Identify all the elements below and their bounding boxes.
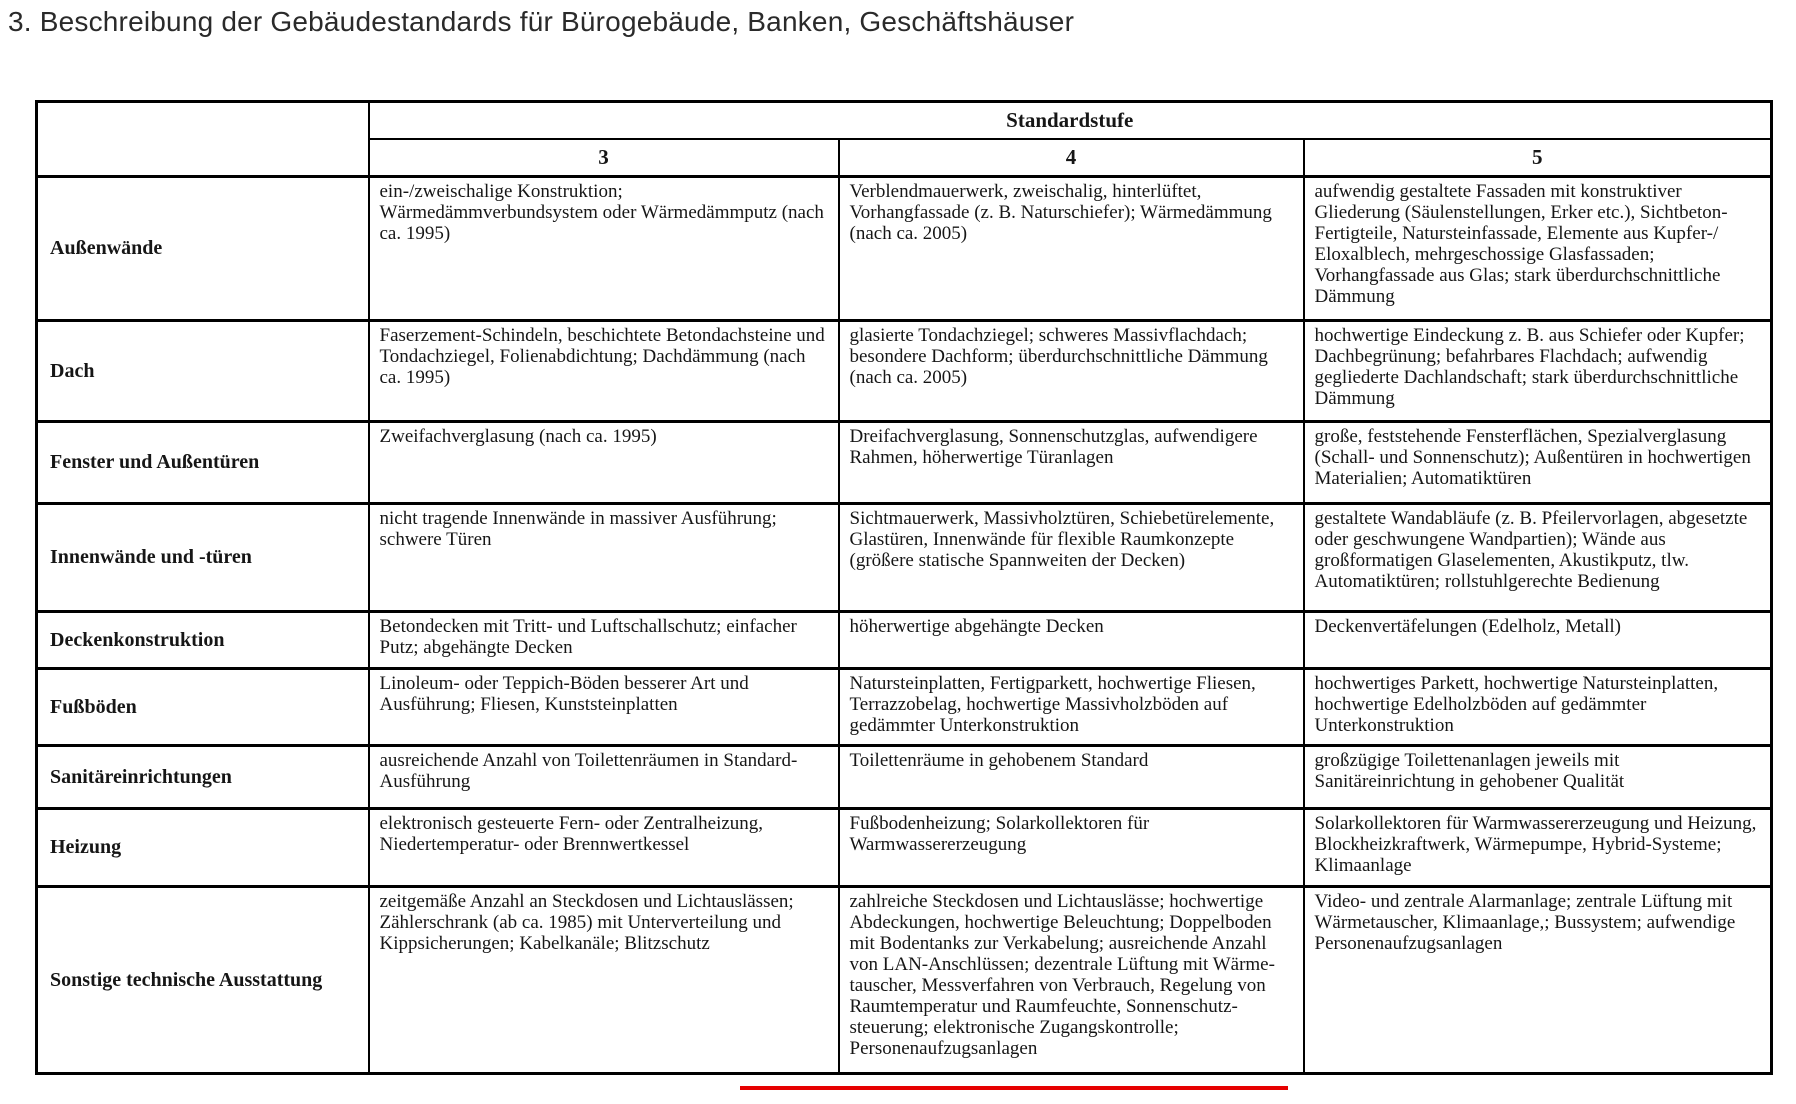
building-standards-table (35, 100, 1773, 1075)
row-label: Dach (37, 321, 369, 422)
cell-row9-stufe4: zahlreiche Steckdosen und Lichtauslässe; hochwertige Abdeckungen, hochwertige Beleuchtung; Doppelboden mit Bodentanks zur Verkabelung; ausreichende Anzahl von LAN-Anschlüssen; dezentrale Lüftung mit Wärme-tauscher, Messverfahren von Verbrauch, Regelung von Raumtemperatur und Raumfeuchte, Sonnenschutz-steuerung; elektronische Zugangskontrolle; Personenaufzugsanlagen (839, 887, 1304, 1074)
table-row (37, 669, 1772, 746)
cell-row1-stufe4: Verblendmauerwerk, zweischalig, hinterlüftet, Vorhangfassade (z. B. Naturschiefer); Wärmedämmung (nach ca. 2005) (839, 177, 1304, 321)
row-label: Innenwände und -türen (37, 504, 369, 612)
cell-row2-stufe4: glasierte Tondachziegel; schweres Massivflachdach; besondere Dachform; überdurchschnittliche Dämmung (nach ca. 2005) (839, 321, 1304, 422)
row-label: Deckenkonstruktion (37, 612, 369, 669)
table-row (37, 177, 1772, 321)
row-label: Fenster und Außentüren (37, 422, 369, 504)
cell-row8-stufe4: Fußbodenheizung; Solarkollektoren für Warmwassererzeugung (839, 809, 1304, 887)
table-row (37, 321, 1772, 422)
cell-row7-stufe4: Toilettenräume in gehobenem Standard (839, 746, 1304, 809)
cell-row1-stufe5: aufwendig gestaltete Fassaden mit konstruktiver Gliederung (Säulenstellungen, Erker etc.), Sichtbeton-Fertigteile, Natursteinfassade, Elemente aus Kupfer-/ Eloxalblech, mehrgeschossige Glasfassaden; Vorhangfassade aus Glas; stark überdurchschnittliche Dämmung (1304, 177, 1772, 321)
page-title: 3. Beschreibung der Gebäudestandards für Bürogebäude, Banken, Geschäftshäuser (8, 6, 1075, 37)
corner-cell (37, 102, 369, 177)
cell-row7-stufe3: ausreichende Anzahl von Toilettenräumen in Standard-Ausführung (369, 746, 839, 809)
red-underline-annotation (740, 1086, 1288, 1090)
cell-row7-stufe5: großzügige Toilettenanlagen jeweils mit Sanitäreinrichtung in gehobener Qualität (1304, 746, 1772, 809)
table-row (37, 887, 1772, 1074)
table-row (37, 809, 1772, 887)
cell-row5-stufe3: Betondecken mit Tritt- und Luftschallschutz; einfacher Putz; abgehängte Decken (369, 612, 839, 669)
table-row (37, 504, 1772, 612)
cell-row5-stufe5: Deckenvertäfelungen (Edelholz, Metall) (1304, 612, 1772, 669)
column-header-stufe-5: 5 (1304, 139, 1772, 177)
row-label: Sonstige technische Ausstattung (37, 887, 369, 1074)
row-label: Fußböden (37, 669, 369, 746)
cell-row9-stufe5: Video- und zentrale Alarmanlage; zentrale Lüftung mit Wärmetauscher, Klimaanlage,; Bussystem; aufwendige Personenaufzugsanlagen (1304, 887, 1772, 1074)
cell-row8-stufe3: elektronisch gesteuerte Fern- oder Zentralheizung, Niedertemperatur- oder Brennwertkessel (369, 809, 839, 887)
cell-row6-stufe4: Natursteinplatten, Fertigparkett, hochwertige Fliesen, Terrazzobelag, hochwertige Massivholzböden auf gedämmter Unterkonstruktion (839, 669, 1304, 746)
table-row (37, 746, 1772, 809)
column-header-stufe-3: 3 (369, 139, 839, 177)
cell-row5-stufe4: höherwertige abgehängte Decken (839, 612, 1304, 669)
cell-row4-stufe4: Sichtmauerwerk, Massivholztüren, Schiebetürelemente, Glastüren, Innenwände für flexible Raumkonzepte (größere statische Spannweiten der Decken) (839, 504, 1304, 612)
cell-row9-stufe3: zeitgemäße Anzahl an Steckdosen und Lichtauslässen; Zählerschrank (ab ca. 1985) mit Unterverteilung und Kippsicherungen; Kabelkanäle; Blitzschutz (369, 887, 839, 1074)
row-label: Sanitäreinrichtungen (37, 746, 369, 809)
row-label: Heizung (37, 809, 369, 887)
cell-row1-stufe3: ein-/zweischalige Konstruktion; Wärmedämmverbundsystem oder Wärmedämmputz (nach ca. 1995) (369, 177, 839, 321)
cell-row2-stufe5: hochwertige Eindeckung z. B. aus Schiefer oder Kupfer; Dachbegrünung; befahrbares Flachdach; aufwendig gegliederte Dachlandschaft; stark überdurchschnittliche Dämmung (1304, 321, 1772, 422)
cell-row2-stufe3: Faserzement-Schindeln, beschichtete Betondachsteine und Tondachziegel, Folienabdichtung; Dachdämmung (nach ca. 1995) (369, 321, 839, 422)
cell-row4-stufe3: nicht tragende Innenwände in massiver Ausführung; schwere Türen (369, 504, 839, 612)
cell-row8-stufe5: Solarkollektoren für Warmwassererzeugung und Heizung, Blockheizkraftwerk, Wärmepumpe, Hybrid-Systeme; Klimaanlage (1304, 809, 1772, 887)
cell-row3-stufe5: große, feststehende Fensterflächen, Spezialverglasung (Schall- und Sonnenschutz); Außentüren in hochwertigen Materialien; Automatiktüren (1304, 422, 1772, 504)
header-standardstufe: Standardstufe (369, 102, 1772, 139)
cell-row3-stufe4: Dreifachverglasung, Sonnenschutzglas, aufwendigere Rahmen, höherwertige Türanlagen (839, 422, 1304, 504)
cell-row6-stufe5: hochwertiges Parkett, hochwertige Natursteinplatten, hochwertige Edelholzböden auf gedämmter Unterkonstruktion (1304, 669, 1772, 746)
cell-row6-stufe3: Linoleum- oder Teppich-Böden besserer Art und Ausführung; Fliesen, Kunststeinplatten (369, 669, 839, 746)
table-row (37, 422, 1772, 504)
column-header-stufe-4: 4 (839, 139, 1304, 177)
table-row (37, 612, 1772, 669)
row-label: Außenwände (37, 177, 369, 321)
cell-row4-stufe5: gestaltete Wandabläufe (z. B. Pfeilervorlagen, abgesetzte oder geschwungene Wandpartien); Wände aus großformatigen Glaselementen, Akustikputz, tlw. Automatiktüren; rollstuhlgerechte Bedienung (1304, 504, 1772, 612)
header-group-row (37, 102, 1772, 139)
cell-row3-stufe3: Zweifachverglasung (nach ca. 1995) (369, 422, 839, 504)
